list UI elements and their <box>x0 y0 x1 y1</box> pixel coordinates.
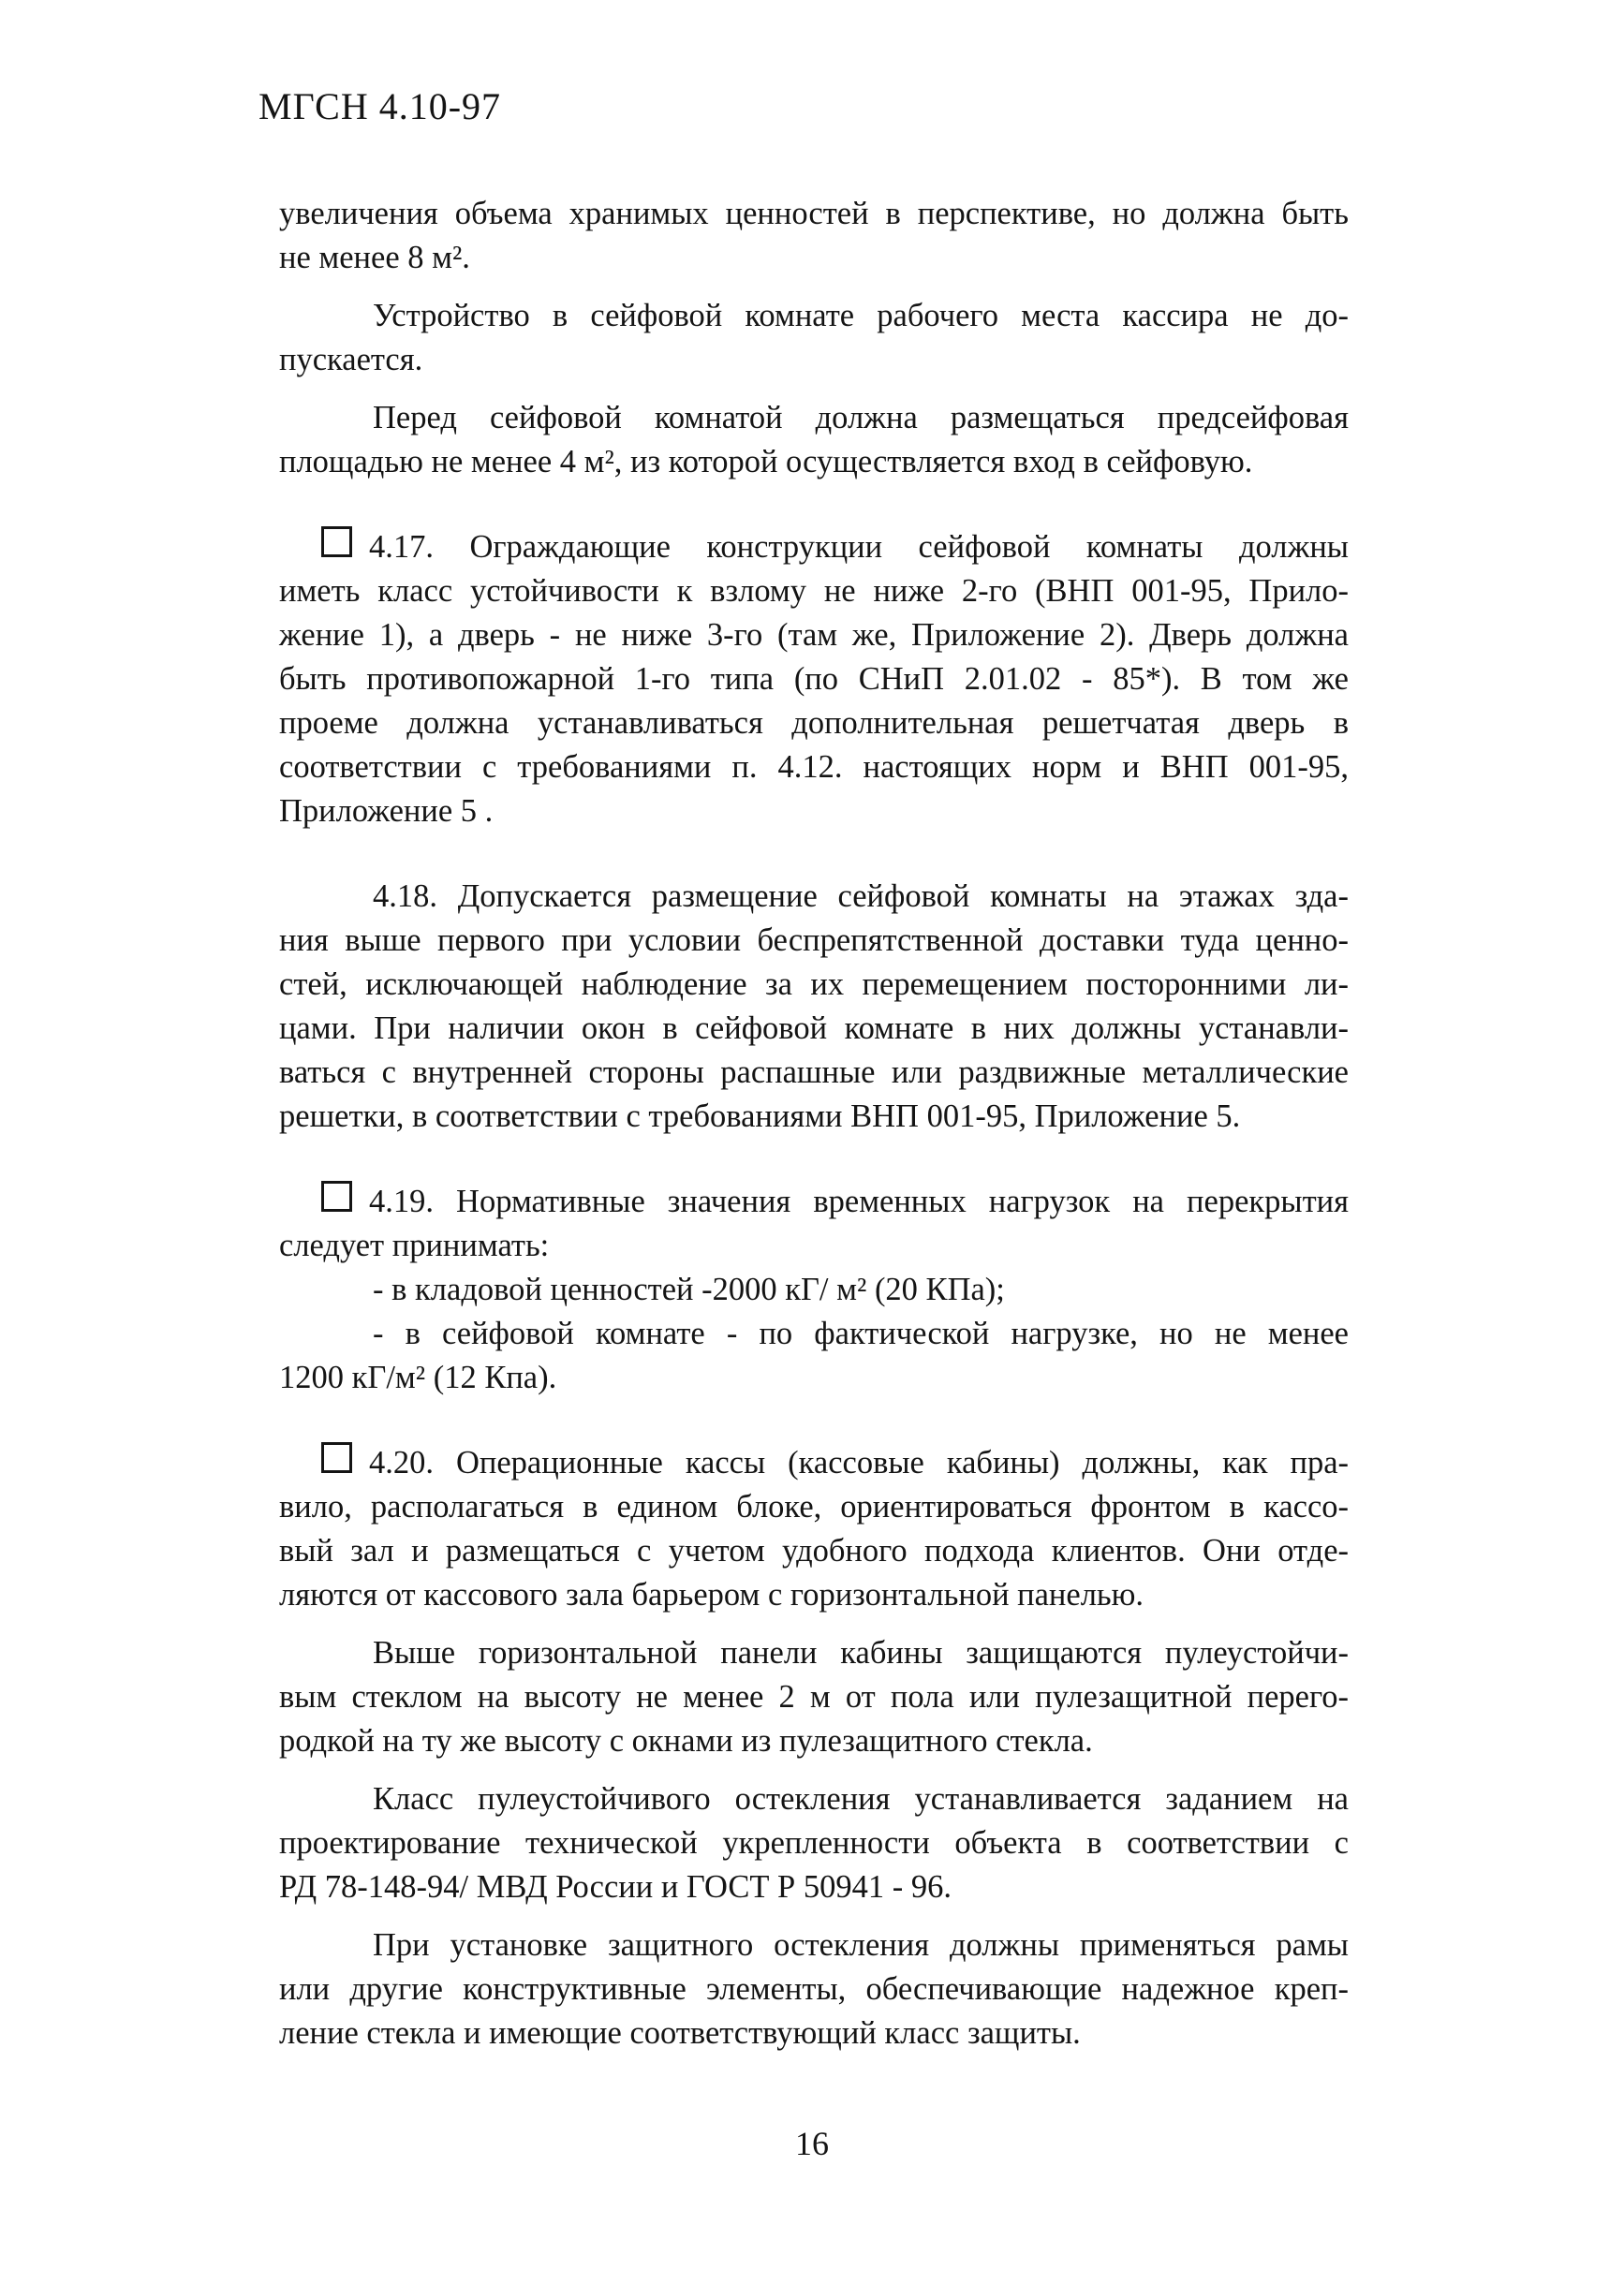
text-line: цами. При наличии окон в сейфовой комнате в них должны устанавли- <box>279 1010 1349 1046</box>
text-line: Выше горизонтальной панели кабины защищаются пулеустойчи- <box>373 1635 1349 1671</box>
document-code-header: МГСН 4.10-97 <box>258 85 502 127</box>
text-line: вый зал и размещаться с учетом удобного подхода клиентов. Они отде- <box>279 1533 1349 1569</box>
text-line-content: 4.17. Ограждающие конструкции сейфовой комнаты должны <box>369 529 1349 565</box>
text-line: решетки, в соответствии с требованиями ВНП 001-95, Приложение 5. <box>279 1098 1241 1134</box>
text-line-content: 4.19. Нормативные значения временных нагрузок на перекрытия <box>369 1184 1349 1219</box>
text-line: Класс пулеустойчивого остекления устанавливается заданием на <box>373 1781 1349 1817</box>
clause-4-18 <box>279 875 1349 1139</box>
paragraph-cashier-workplace <box>279 294 1349 382</box>
text-line-content: 4.20. Операционные кассы (кассовые кабины) должны, как пра- <box>369 1445 1349 1481</box>
text-line: родкой на ту же высоту с окнами из пулезащитного стекла. <box>279 1723 1093 1759</box>
text-line: стей, исключающей наблюдение за их перемещением посторонними ли- <box>279 966 1349 1002</box>
text-line: не менее 8 м². <box>279 240 470 275</box>
clause-4-20 <box>279 1441 1349 1617</box>
empty-square-checkbox-icon <box>321 1181 352 1212</box>
text-line: ляются от кассового зала барьером с горизонтальной панелью. <box>279 1577 1144 1613</box>
text-line: 1200 кГ/м² (12 Кпа). <box>279 1360 557 1395</box>
text-line: При установке защитного остекления должны применяться рамы <box>373 1927 1349 1963</box>
text-line: жение 1), а дверь - не ниже 3-го (там же, Приложение 2). Дверь должна <box>279 617 1349 653</box>
text-line: вым стеклом на высоту не менее 2 м от пола или пулезащитной перего- <box>279 1679 1349 1715</box>
text-line: Перед сейфовой комнатой должна размещаться предсейфовая <box>373 400 1349 435</box>
text-line: быть противопожарной 1-го типа (по СНиП 2.01.02 - 85*). В том же <box>279 661 1349 697</box>
text-line: РД 78-148-94/ МВД России и ГОСТ Р 50941 - 96. <box>279 1869 952 1905</box>
text-line: вило, располагаться в едином блоке, ориентироваться фронтом в кассо- <box>279 1489 1349 1525</box>
empty-square-checkbox-icon <box>321 526 352 557</box>
text-line: проектирование технической укрепленности объекта в соответствии с <box>279 1825 1349 1861</box>
text-line: или другие конструктивные элементы, обеспечивающие надежное креп- <box>279 1971 1349 2007</box>
paragraph-glazing-class <box>279 1777 1349 1909</box>
text-line: площадью не менее 4 м², из которой осуществляется вход в сейфовую. <box>279 444 1253 479</box>
text-line: 4.18. Допускается размещение сейфовой комнаты на этажах зда- <box>373 878 1349 914</box>
text-line: увеличения объема хранимых ценностей в перспективе, но должна быть <box>279 196 1349 231</box>
text-line: ваться с внутренней стороны распашные или раздвижные металлические <box>279 1054 1349 1090</box>
paragraph-frames <box>279 1923 1349 2056</box>
text-line: проеме должна устанавливаться дополнительная решетчатая дверь в <box>279 705 1349 741</box>
text-line <box>279 525 1349 569</box>
page-number: 16 <box>795 2125 829 2162</box>
text-line <box>279 1180 1349 1224</box>
list-item-safe-room: - в сейфовой комнате - по фактической нагрузке, но не менее <box>373 1316 1349 1351</box>
paragraph-pre-safe-room <box>279 396 1349 484</box>
text-line <box>279 1441 1349 1485</box>
empty-square-checkbox-icon <box>321 1442 352 1473</box>
clause-4-17 <box>279 525 1349 833</box>
text-line: Приложение 5 . <box>279 793 494 829</box>
text-line: следует принимать: <box>279 1228 550 1263</box>
paragraph-bulletproof-glass <box>279 1631 1349 1763</box>
text-line: иметь класс устойчивости к взлому не ниже 2-го (ВНП 001-95, Прило- <box>279 573 1349 609</box>
paragraph-continuation <box>279 192 1349 280</box>
list-item-vault: - в кладовой ценностей -2000 кГ/ м² (20 КПа); <box>373 1272 1005 1307</box>
text-line: пускается. <box>279 342 423 377</box>
document-body <box>279 192 1349 2070</box>
clause-4-19 <box>279 1180 1349 1400</box>
text-line: ление стекла и имеющие соответствующий класс защиты. <box>279 2015 1081 2051</box>
text-line: соответствии с требованиями п. 4.12. настоящих норм и ВНП 001-95, <box>279 749 1349 785</box>
text-line: Устройство в сейфовой комнате рабочего места кассира не до- <box>373 298 1349 333</box>
text-line: ния выше первого при условии беспрепятственной доставки туда ценно- <box>279 922 1349 958</box>
